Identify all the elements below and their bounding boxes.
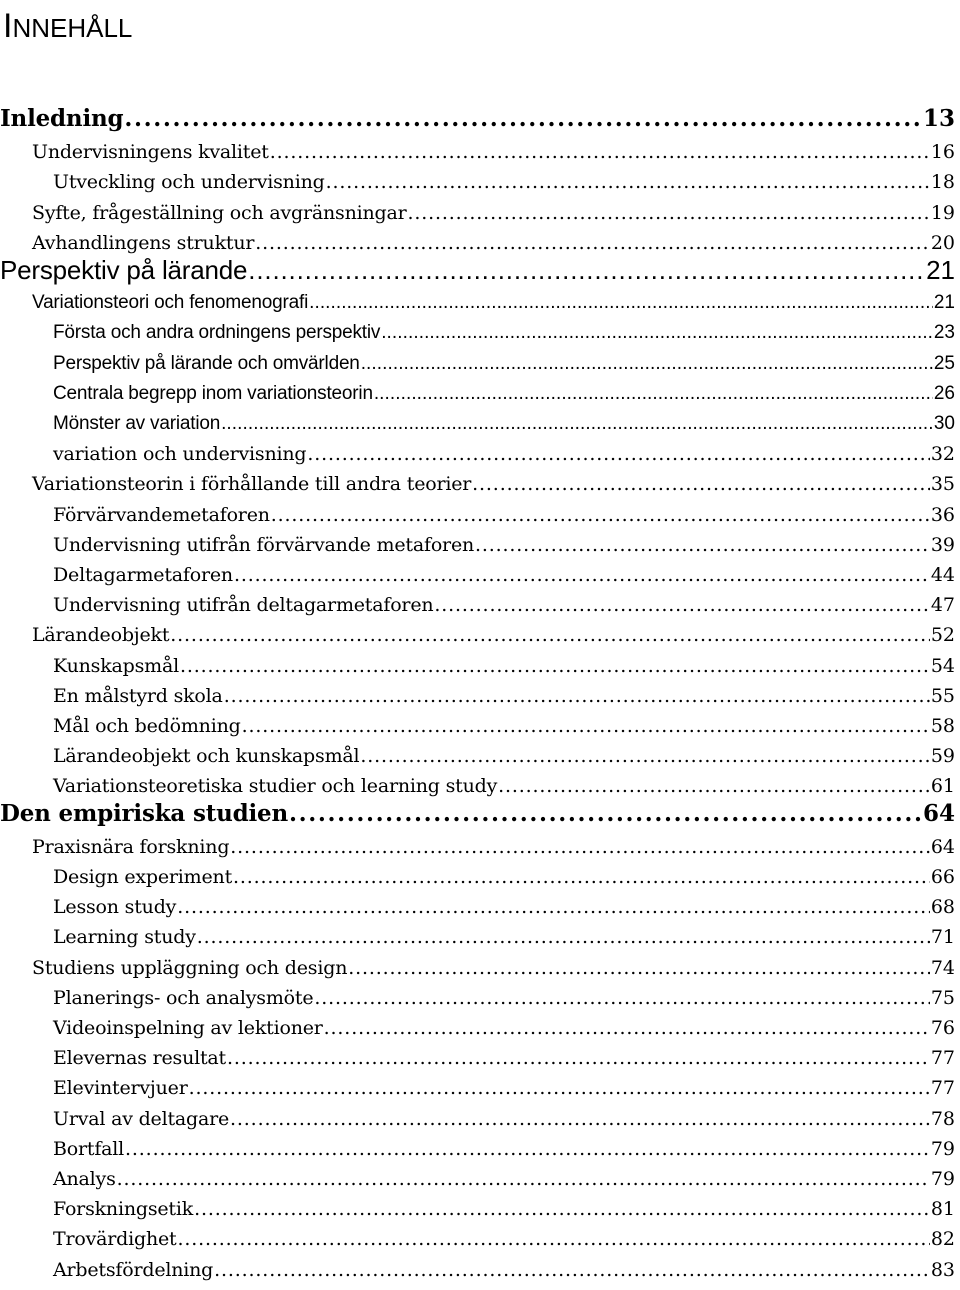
- toc-entry-page: 32: [930, 443, 955, 466]
- toc-entry-label: Videoinspelning av lektioner: [53, 1017, 323, 1039]
- toc-entry-page: 64: [922, 799, 955, 827]
- toc-entry-page: 68: [930, 896, 955, 919]
- toc-entry[interactable]: [0, 557, 955, 587]
- toc-entry-label: Variationsteori och fenomenografi: [32, 292, 309, 314]
- page-title: INNEHÅLL: [3, 7, 133, 45]
- toc-entry-page: 79: [930, 1168, 955, 1190]
- toc-entry-page: 75: [930, 986, 955, 1009]
- toc-entry[interactable]: [0, 829, 955, 859]
- toc-entry-page: 25: [933, 352, 955, 374]
- toc-entry-label: Forskningsetik: [53, 1198, 194, 1221]
- toc-entry-page: 54: [930, 654, 955, 677]
- toc-entry-label: variation och undervisning: [53, 443, 307, 466]
- dot-leader: [374, 382, 933, 406]
- dot-leader: [189, 1076, 930, 1100]
- toc-entry[interactable]: [0, 648, 955, 678]
- toc-entry-label: Avhandlingens struktur: [32, 231, 255, 254]
- toc-entry-page: 36: [930, 503, 955, 526]
- toc-entry-label: Elevernas resultat: [53, 1047, 226, 1070]
- toc-entry-page: 71: [930, 926, 955, 949]
- toc-entry-page: 82: [930, 1228, 955, 1251]
- dot-leader: [177, 1227, 929, 1251]
- dot-leader: [230, 1107, 930, 1131]
- toc-entry-page: 23: [933, 322, 955, 344]
- toc-entry-page: 61: [930, 775, 955, 798]
- toc-entry[interactable]: [0, 1010, 955, 1040]
- toc-entry-label: Mål och bedömning: [53, 715, 241, 737]
- toc-entry[interactable]: [0, 587, 955, 617]
- toc-entry-label: Mönster av variation: [53, 413, 221, 434]
- dot-leader: [125, 1137, 930, 1161]
- dot-leader: [472, 472, 930, 496]
- toc-entry-page: 77: [930, 1077, 955, 1100]
- dot-leader: [289, 799, 922, 829]
- toc-entry[interactable]: [0, 164, 955, 194]
- toc-entry-page: 81: [930, 1198, 955, 1221]
- toc-entry-label: Perspektiv på lärande och omvärlden: [53, 352, 360, 374]
- toc-entry-label: Undervisningens kvalitet: [32, 141, 269, 164]
- toc-entry-label: Urval av deltagare: [53, 1107, 230, 1130]
- toc-entry[interactable]: [0, 406, 955, 436]
- toc-entry[interactable]: [0, 1191, 955, 1221]
- toc-entry[interactable]: [0, 195, 955, 225]
- toc-entry-page: 44: [930, 564, 955, 586]
- toc-entry[interactable]: [0, 919, 955, 949]
- toc-entry[interactable]: [0, 436, 955, 466]
- toc-entry[interactable]: [0, 738, 955, 768]
- dot-leader: [309, 291, 933, 315]
- toc-entry[interactable]: [0, 1252, 955, 1282]
- toc-entry-page: 20: [930, 231, 955, 254]
- dot-leader: [170, 623, 930, 647]
- toc-entry-inledning[interactable]: [0, 104, 955, 134]
- dot-leader: [408, 201, 930, 225]
- toc-entry[interactable]: [0, 285, 955, 315]
- dot-leader: [117, 1167, 930, 1191]
- toc-entry-label: Perspektiv på lärande: [0, 255, 248, 285]
- toc-entry-page: 13: [922, 105, 955, 132]
- toc-entry-label: Centrala begrepp inom variationsteorin: [53, 382, 373, 404]
- toc-entry-label: Arbetsfördelning: [53, 1258, 214, 1281]
- toc-entry-label: Den empiriska studien: [0, 799, 289, 827]
- toc-entry-label: Elevintervjuer: [53, 1077, 188, 1100]
- toc-entry-page: 26: [933, 382, 955, 404]
- toc-entry-perspektiv[interactable]: [0, 255, 955, 285]
- toc-entry-page: 55: [930, 684, 955, 707]
- toc-entry-page: 64: [930, 835, 955, 858]
- toc-entry-page: 66: [930, 866, 955, 888]
- toc-entry[interactable]: [0, 527, 955, 557]
- dot-leader: [270, 140, 930, 164]
- toc-entry-page: 76: [930, 1017, 955, 1039]
- dot-leader: [230, 835, 930, 859]
- toc-entry-page: 18: [930, 171, 955, 194]
- dot-leader: [124, 104, 922, 134]
- toc-entry-page: 47: [930, 594, 955, 617]
- toc-entry-page: 58: [930, 715, 955, 737]
- toc-entry-label: Lesson study: [53, 896, 177, 919]
- toc-entry[interactable]: [0, 1131, 955, 1161]
- dot-leader: [248, 255, 925, 285]
- dot-leader: [234, 563, 930, 587]
- toc-entry[interactable]: [0, 225, 955, 255]
- toc-entry[interactable]: [0, 768, 955, 798]
- toc-entry[interactable]: [0, 1221, 955, 1251]
- dot-leader: [242, 714, 930, 738]
- dot-leader: [271, 503, 930, 527]
- toc-entry-label: Variationsteoretiska studier och learning study: [53, 775, 498, 798]
- dot-leader: [233, 865, 930, 889]
- dot-leader: [177, 895, 930, 919]
- toc-entry-label: Trovärdighet: [53, 1228, 177, 1251]
- toc-entry-empiriska[interactable]: [0, 799, 955, 829]
- toc-entry[interactable]: [0, 950, 955, 980]
- toc-entry-label: Förvärvandemetaforen: [53, 503, 270, 526]
- toc-entry-label: Bortfall: [53, 1137, 125, 1160]
- toc-entry-label: Syfte, frågeställning och avgränsningar: [32, 201, 407, 224]
- dot-leader: [326, 170, 930, 194]
- toc-entry-page: 21: [926, 255, 955, 285]
- toc-entry[interactable]: [0, 1040, 955, 1070]
- toc-entry-label: Första och andra ordningens perspektiv: [53, 322, 381, 344]
- toc-entry-page: 16: [930, 141, 955, 164]
- toc-entry-label: Utveckling och undervisning: [53, 171, 325, 194]
- dot-leader: [434, 593, 929, 617]
- toc-entry[interactable]: [0, 1161, 955, 1191]
- toc-entry-label: Planerings- och analysmöte: [53, 986, 314, 1009]
- dot-leader: [314, 986, 929, 1010]
- toc-entry-page: 83: [930, 1258, 955, 1281]
- toc-entry-label: Lärandeobjekt och kunskapsmål: [53, 745, 360, 768]
- toc-entry[interactable]: [0, 889, 955, 919]
- dot-leader: [255, 231, 930, 255]
- toc-entry[interactable]: [0, 617, 955, 647]
- toc-entry-page: 59: [930, 745, 955, 768]
- dot-leader: [221, 412, 933, 436]
- dot-leader: [224, 684, 930, 708]
- toc-entry[interactable]: [0, 497, 955, 527]
- toc-entry-label: Learning study: [53, 926, 196, 949]
- toc-entry-label: Deltagarmetaforen: [53, 564, 233, 586]
- dot-leader: [227, 1046, 930, 1070]
- toc-entry-label: Variationsteorin i förhållande till andra teorier: [32, 473, 472, 496]
- toc-entry-page: 77: [930, 1047, 955, 1070]
- toc-entry-label: Lärandeobjekt: [32, 624, 170, 647]
- dot-leader: [197, 925, 930, 949]
- dot-leader: [307, 442, 929, 466]
- dot-leader: [475, 533, 930, 557]
- toc-entry-label: Analys: [53, 1168, 116, 1190]
- toc-entry[interactable]: [0, 134, 955, 164]
- toc-entry[interactable]: [0, 678, 955, 708]
- dot-leader: [381, 321, 933, 345]
- dot-leader: [214, 1258, 930, 1282]
- toc-entry-label: Inledning: [0, 105, 124, 132]
- toc-entry-page: 35: [930, 473, 955, 496]
- toc-entry[interactable]: [0, 315, 955, 345]
- toc-entry-page: 30: [933, 413, 955, 434]
- toc-entry-page: 21: [933, 292, 955, 314]
- toc-entry-label: Praxisnära forskning: [32, 835, 230, 858]
- toc-entry-label: Design experiment: [53, 866, 233, 888]
- dot-leader: [348, 956, 930, 980]
- toc-entry-page: 78: [930, 1107, 955, 1130]
- toc-entry[interactable]: [0, 466, 955, 496]
- toc-entry-label: Kunskapsmål: [53, 654, 179, 677]
- toc-entry[interactable]: [0, 1101, 955, 1131]
- toc-entry-page: 52: [930, 624, 955, 647]
- toc-entry[interactable]: [0, 859, 955, 889]
- dot-leader: [324, 1016, 930, 1040]
- toc-entry[interactable]: [0, 376, 955, 406]
- dot-leader: [498, 774, 930, 798]
- dot-leader: [361, 352, 933, 376]
- toc-entry-page: 39: [930, 533, 955, 556]
- toc-entry[interactable]: [0, 708, 955, 738]
- dot-leader: [180, 654, 930, 678]
- toc-entry-label: Undervisning utifrån deltagarmetaforen: [53, 594, 434, 617]
- toc-entry-page: 74: [930, 956, 955, 979]
- toc-entry-page: 19: [930, 201, 955, 224]
- toc-entry-label: Undervisning utifrån förvärvande metaforen: [53, 533, 475, 556]
- toc-entry[interactable]: [0, 980, 955, 1010]
- toc-entry-label: En målstyrd skola: [53, 684, 223, 707]
- dot-leader: [360, 744, 929, 768]
- dot-leader: [194, 1197, 930, 1221]
- toc-entry-page: 79: [930, 1137, 955, 1160]
- toc-entry[interactable]: [0, 346, 955, 376]
- toc-entry-label: Studiens uppläggning och design: [32, 956, 348, 979]
- toc-entry[interactable]: [0, 1070, 955, 1100]
